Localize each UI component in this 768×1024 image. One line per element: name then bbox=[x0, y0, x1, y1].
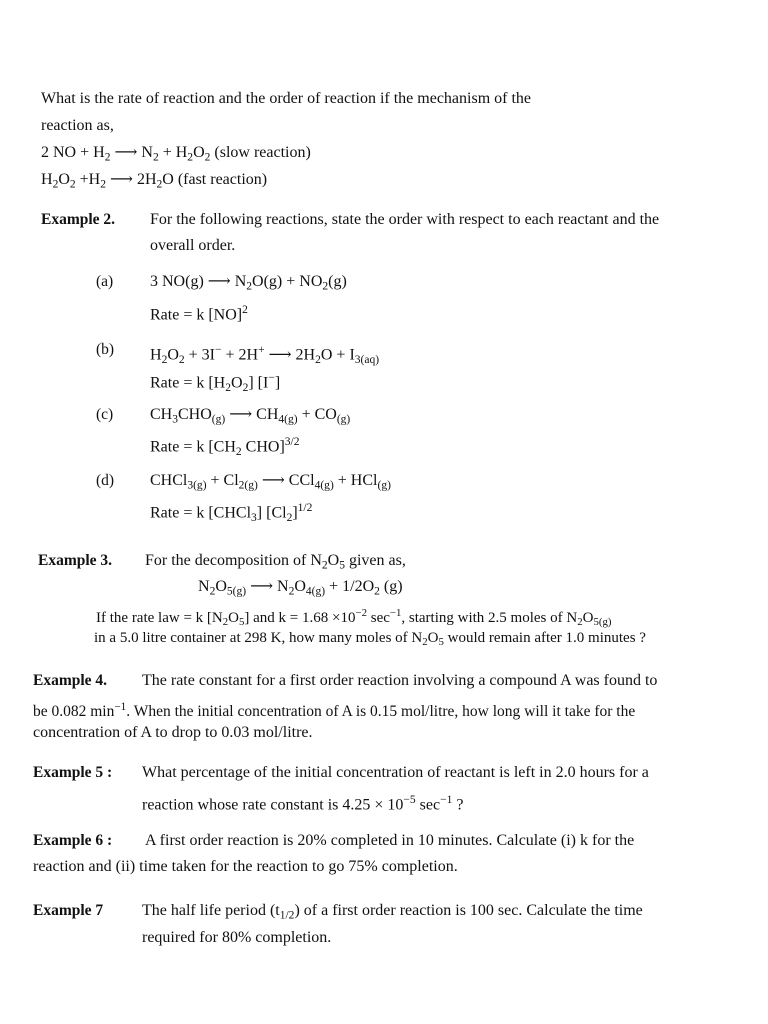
text-run: ? bbox=[452, 796, 464, 814]
subscript: 2 bbox=[178, 353, 185, 366]
example-5-text bbox=[142, 790, 463, 815]
subscript: 5(g) bbox=[226, 585, 247, 598]
text-run: ⟶ CH bbox=[225, 406, 279, 423]
subscript: 4(g) bbox=[278, 413, 298, 426]
text-run: The rate constant for a first order reaction involving a compound A was found to bbox=[142, 672, 658, 689]
example-4-label: Example 4. bbox=[33, 672, 108, 689]
example-2-text bbox=[150, 236, 235, 256]
part-a-equation bbox=[150, 272, 347, 296]
text-run: CHCl bbox=[150, 472, 188, 489]
subscript: 2 bbox=[235, 445, 242, 458]
subscript: 2 bbox=[69, 178, 76, 191]
text-run: For the following reactions, state the order with respect to each reactant and the bbox=[150, 211, 660, 228]
subscript: (g) bbox=[377, 479, 391, 492]
subscript: 2 bbox=[242, 381, 249, 394]
text-run: sec bbox=[366, 609, 390, 626]
subscript: 1/2 bbox=[279, 909, 295, 922]
example-2-label: Example 2. bbox=[41, 211, 116, 228]
text-run: (g) bbox=[379, 578, 403, 595]
example-5-text bbox=[142, 763, 649, 783]
example-7-text bbox=[142, 901, 643, 925]
text-run: O bbox=[582, 609, 594, 626]
text-run: N bbox=[198, 578, 210, 595]
subscript: 2 bbox=[52, 178, 59, 191]
superscript: − bbox=[268, 372, 275, 384]
text-run: Rate = k [CHCl bbox=[150, 504, 252, 522]
text-run: O bbox=[58, 171, 70, 188]
subscript: 2 bbox=[161, 353, 168, 366]
text-run: given as, bbox=[344, 552, 406, 569]
subscript: 5 bbox=[239, 616, 245, 629]
part-c-label: (c) bbox=[96, 406, 114, 423]
text-run: O bbox=[215, 578, 227, 595]
part-c-rate bbox=[150, 432, 300, 462]
subscript: 4(g) bbox=[305, 585, 326, 598]
subscript: 2 bbox=[187, 151, 194, 164]
text-run: (g) bbox=[328, 273, 347, 290]
text-run: overall order. bbox=[150, 237, 236, 254]
subscript: (g) bbox=[211, 413, 226, 426]
text-run: Rate = k [CH bbox=[150, 438, 236, 456]
superscript: −2 bbox=[355, 607, 367, 619]
text-run: concentration of A to drop to 0.03 mol/litre. bbox=[33, 724, 313, 741]
subscript: 2 bbox=[222, 616, 229, 629]
subscript: 2 bbox=[321, 559, 328, 572]
text-run: be 0.082 min bbox=[33, 703, 115, 721]
subscript: 2 bbox=[315, 353, 321, 366]
text-run: ] [Cl bbox=[256, 504, 287, 522]
example-4-text bbox=[142, 671, 657, 691]
text-run: + 1/2O bbox=[325, 578, 375, 595]
subscript: 3(aq) bbox=[354, 353, 380, 366]
part-d-equation bbox=[150, 471, 391, 495]
text-run: ⟶ N bbox=[110, 144, 153, 161]
subscript: 2 bbox=[100, 178, 106, 191]
text-run: If the rate law = k [N bbox=[96, 609, 223, 626]
text-run: O bbox=[228, 609, 239, 626]
text-run: O bbox=[327, 552, 340, 569]
superscript: −1 bbox=[389, 607, 402, 619]
text-run: + 3I bbox=[184, 346, 216, 364]
text-run: ] and k = 1.68 ×10 bbox=[244, 609, 356, 626]
subscript: (g) bbox=[336, 413, 351, 426]
text-run: CH bbox=[150, 406, 173, 423]
text-run: 2 NO + H bbox=[41, 144, 105, 161]
example-7-text bbox=[142, 928, 331, 948]
text-run: For the decomposition of N bbox=[145, 552, 322, 569]
subscript: 5 bbox=[438, 636, 444, 649]
subscript: 3 bbox=[251, 511, 257, 524]
subscript: 2 bbox=[577, 616, 583, 629]
equation-slow-step bbox=[41, 143, 311, 167]
text-run: A first order reaction is 20% completed in 10 minutes. Calculate (i) k for the bbox=[145, 832, 635, 849]
text-run: reaction whose rate constant is 4.25 × 10 bbox=[142, 796, 404, 814]
text-run: What percentage of the initial concentration of reactant is left in 2.0 hours for a bbox=[142, 764, 649, 781]
part-d-rate bbox=[150, 498, 312, 528]
part-c-equation bbox=[150, 405, 350, 429]
superscript: −1 bbox=[440, 794, 453, 806]
text-run: 3 NO(g) ⟶ N bbox=[150, 273, 247, 290]
text-run: O bbox=[167, 346, 179, 364]
text-run: ⟶ 2H bbox=[264, 346, 316, 364]
part-a-rate bbox=[150, 300, 248, 325]
superscript: − bbox=[215, 344, 222, 356]
subscript: 2 bbox=[152, 151, 159, 164]
text-run: required for 80% completion. bbox=[142, 929, 332, 946]
text-run: + Cl bbox=[206, 472, 239, 489]
text-run: O(g) + NO bbox=[252, 273, 323, 290]
text-run: Rate = k [NO] bbox=[150, 306, 243, 324]
example-6-text bbox=[145, 831, 634, 851]
example-4-text bbox=[33, 697, 635, 722]
subscript: 3(g) bbox=[187, 479, 207, 492]
subscript: 2 bbox=[422, 636, 428, 649]
example-3-text bbox=[145, 551, 406, 575]
text-run: ] bbox=[292, 504, 298, 522]
subscript: 2 bbox=[288, 585, 295, 598]
part-b-equation bbox=[150, 340, 379, 370]
subscript: 2 bbox=[156, 178, 163, 191]
text-run: ] [I bbox=[248, 374, 269, 392]
text-run: H bbox=[41, 171, 53, 188]
text-run: in a 5.0 litre container at 298 K, how many moles of N bbox=[94, 630, 423, 646]
example-3-label: Example 3. bbox=[38, 552, 113, 569]
text-run: would remain after 1.0 minutes ? bbox=[443, 630, 646, 646]
text-run: + CO bbox=[297, 406, 337, 423]
text-run: , starting with 2.5 moles of N bbox=[401, 609, 578, 626]
text-run: . When the initial concentration of A is 0.15 mol/litre, how long will it take for the bbox=[126, 703, 636, 721]
subscript: 2 bbox=[104, 151, 111, 164]
text-run: + 2H bbox=[221, 346, 259, 364]
intro-line bbox=[41, 89, 531, 109]
text-run: reaction as, bbox=[41, 117, 114, 134]
text-run: O (fast reaction) bbox=[162, 171, 268, 188]
part-b-rate bbox=[150, 368, 280, 398]
superscript: + bbox=[258, 344, 265, 356]
text-run: + HCl bbox=[333, 472, 378, 489]
superscript: −5 bbox=[403, 794, 416, 806]
subscript: 3 bbox=[172, 413, 178, 426]
subscript: 2 bbox=[225, 381, 231, 394]
subscript: 2 bbox=[246, 280, 253, 293]
part-a-label: (a) bbox=[96, 273, 114, 290]
intro-line bbox=[41, 116, 114, 136]
text-run: ) of a first order reaction is 100 sec. Calculate the time bbox=[294, 902, 643, 919]
example-2-text bbox=[150, 210, 659, 230]
example-3-text bbox=[94, 628, 646, 652]
subscript: 2(g) bbox=[238, 479, 258, 492]
text-run: CHO] bbox=[241, 438, 285, 456]
text-run: Rate = k [H bbox=[150, 374, 226, 392]
superscript: 2 bbox=[242, 304, 248, 316]
example-6-text bbox=[33, 857, 458, 877]
text-run: H bbox=[150, 346, 162, 364]
text-run: + H bbox=[158, 144, 188, 161]
example-6-label: Example 6 : bbox=[33, 832, 113, 849]
subscript: 2 bbox=[204, 151, 211, 164]
text-run: sec bbox=[415, 796, 441, 814]
text-run: ⟶ 2H bbox=[106, 171, 157, 188]
equation-fast-step bbox=[41, 170, 267, 194]
part-b-label: (b) bbox=[96, 341, 115, 358]
text-run: reaction and (ii) time taken for the reaction to go 75% completion. bbox=[33, 858, 458, 875]
text-run: O bbox=[294, 578, 306, 595]
text-run: ⟶ N bbox=[246, 578, 289, 595]
example-3-equation bbox=[198, 577, 403, 601]
text-run: O bbox=[193, 144, 205, 161]
example-7-label: Example 7 bbox=[33, 902, 104, 919]
superscript: −1 bbox=[114, 701, 127, 713]
subscript: 2 bbox=[286, 511, 293, 524]
subscript: 2 bbox=[209, 585, 216, 598]
subscript: 4(g) bbox=[314, 479, 334, 492]
subscript: 5 bbox=[339, 559, 345, 572]
text-run: ⟶ CCl bbox=[257, 472, 315, 489]
text-run: O bbox=[427, 630, 439, 646]
text-run: +H bbox=[75, 171, 101, 188]
text-run: (slow reaction) bbox=[210, 144, 311, 161]
example-4-text bbox=[33, 723, 313, 743]
text-run: O bbox=[231, 374, 243, 392]
subscript: 2 bbox=[322, 280, 329, 293]
text-run: What is the rate of reaction and the order of reaction if the mechanism of the bbox=[41, 90, 532, 107]
text-run: ] bbox=[274, 374, 281, 392]
text-run: The half life period (t bbox=[142, 902, 280, 919]
example-5-label: Example 5 : bbox=[33, 764, 113, 781]
subscript: 2 bbox=[374, 585, 380, 598]
part-d-label: (d) bbox=[96, 472, 115, 489]
superscript: 3/2 bbox=[284, 436, 300, 448]
text-run: CHO bbox=[178, 406, 212, 423]
subscript: 5(g) bbox=[593, 616, 612, 629]
text-run: O + I bbox=[320, 346, 355, 364]
superscript: 1/2 bbox=[297, 502, 313, 514]
